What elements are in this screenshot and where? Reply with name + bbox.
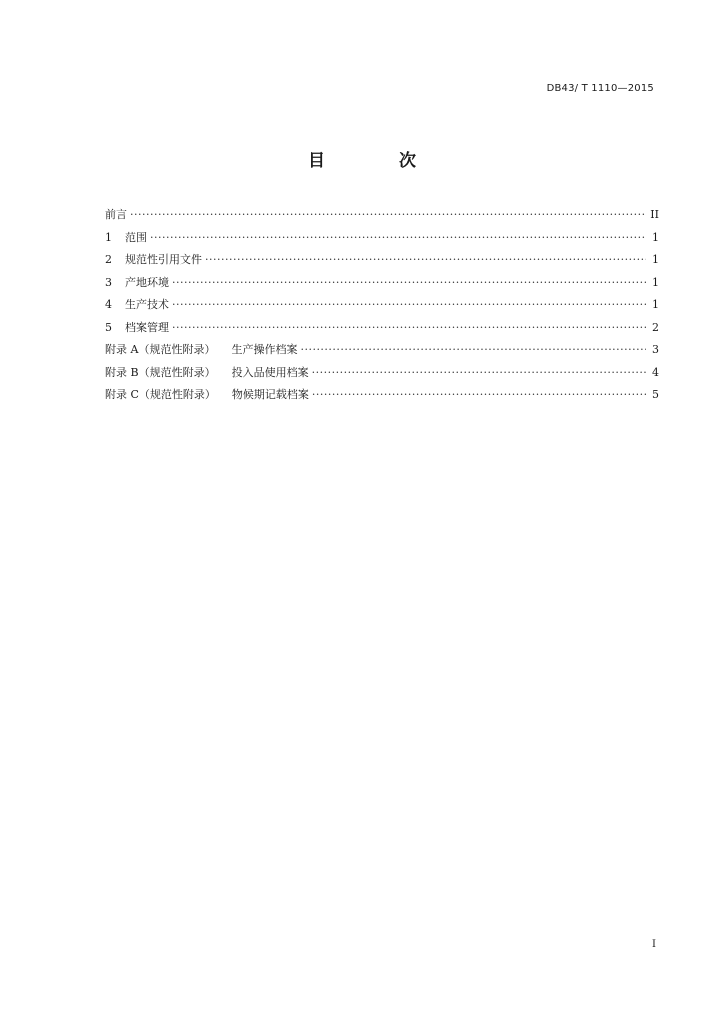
toc-entry-text: 附录 C（规范性附录）: [105, 388, 216, 401]
toc-entry-production-environment[interactable]: [105, 274, 659, 297]
toc-entry-appendix-a[interactable]: [105, 341, 659, 364]
toc-entry-number: 3: [105, 275, 112, 289]
toc-entry-text: 产地环境: [125, 275, 169, 289]
toc-page-number: II: [650, 208, 659, 221]
document-code: DB43/ T 1110—2015: [546, 83, 654, 94]
toc-page-number: 5: [652, 388, 659, 401]
toc-entry-label: [105, 386, 309, 402]
toc-page-number: 4: [652, 365, 659, 379]
toc-entry-text: 附录 A（规范性附录）: [105, 343, 216, 356]
toc-dot-leader: [312, 366, 646, 379]
toc-entry-scope[interactable]: [105, 229, 659, 252]
toc-entry-label: [105, 229, 147, 245]
appendix-title: 物候期记载档案: [231, 388, 309, 401]
toc-entry-normative-references[interactable]: [105, 251, 659, 274]
toc-page-number: 1: [652, 230, 659, 244]
toc-entry-label: [105, 206, 127, 222]
toc-entry-label: [105, 364, 309, 380]
toc-dot-leader: [172, 276, 646, 289]
toc-page-number: 1: [652, 298, 659, 311]
appendix-title: 生产操作档案: [231, 343, 298, 356]
toc-entry-number: 1: [105, 230, 112, 244]
toc-entry-number: 5: [105, 320, 112, 334]
toc-entry-production-technology[interactable]: [105, 296, 659, 319]
toc-dot-leader: [130, 208, 646, 221]
table-of-contents: [105, 206, 659, 409]
page-number: I: [652, 939, 656, 950]
toc-entry-foreword[interactable]: [105, 206, 659, 229]
toc-entry-label: [105, 251, 202, 267]
toc-entry-text: 前言: [105, 208, 127, 221]
toc-dot-leader: [312, 388, 646, 401]
toc-entry-text: 附录 B（规范性附录）: [105, 365, 216, 379]
toc-entry-text: 范围: [125, 230, 147, 244]
toc-page-number: 1: [652, 253, 659, 266]
toc-page-number: 2: [652, 320, 659, 334]
toc-entry-label: [105, 296, 169, 312]
page-title: 目 次: [308, 151, 450, 171]
toc-dot-leader: [300, 343, 646, 356]
toc-entry-text: 生产技术: [125, 298, 169, 311]
toc-dot-leader: [150, 231, 646, 244]
toc-entry-record-management[interactable]: [105, 319, 659, 342]
toc-entry-appendix-b[interactable]: [105, 364, 659, 387]
toc-page-number: 1: [652, 275, 659, 289]
toc-entry-number: 2: [105, 253, 112, 266]
toc-entry-label: [105, 274, 169, 290]
toc-entry-appendix-c[interactable]: [105, 386, 659, 409]
toc-entry-number: 4: [105, 298, 112, 311]
toc-dot-leader: [172, 321, 646, 334]
toc-dot-leader: [205, 253, 646, 266]
toc-entry-label: [105, 341, 297, 357]
toc-dot-leader: [172, 298, 646, 311]
toc-entry-text: 档案管理: [125, 320, 169, 334]
toc-entry-label: [105, 319, 169, 335]
toc-page-number: 3: [652, 343, 659, 356]
toc-entry-text: 规范性引用文件: [125, 253, 202, 266]
appendix-title: 投入品使用档案: [231, 365, 309, 379]
